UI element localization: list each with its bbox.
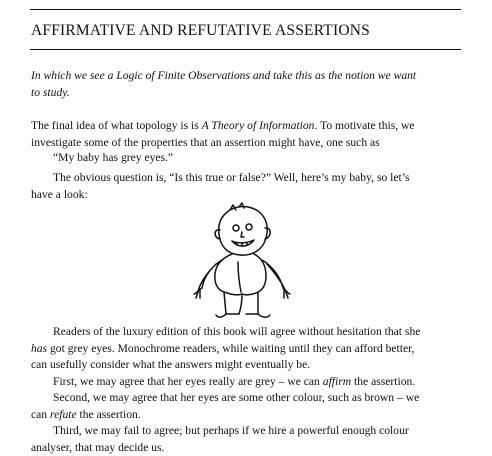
baby-leg-left xyxy=(224,292,242,314)
baby-mouth xyxy=(232,240,254,246)
intro-line-1: In which we see a Logic of Finite Observations and take this as the notion we want xyxy=(31,68,461,85)
p5-text-a: can xyxy=(31,408,50,421)
baby-drawing-icon xyxy=(186,202,296,320)
p4-text-a: First, we may agree that her eyes really are grey – we can xyxy=(53,375,323,388)
p4-emphasis: affirm xyxy=(323,375,351,388)
p1-line-2: investigate some of the properties that an assertion might have, one such as xyxy=(31,135,461,152)
p1-emphasis: A Theory of Information xyxy=(202,119,315,132)
baby-nose xyxy=(241,232,244,237)
bottom-rule xyxy=(30,49,461,50)
assertion-quote: “My baby has grey eyes.” xyxy=(53,150,483,167)
chapter-title: AFFIRMATIVE AND REFUTATIVE ASSERTIONS xyxy=(31,22,370,40)
paragraph-topology xyxy=(31,118,461,151)
p3-text: got grey eyes. Monochrome readers, while waiting until they can afford better, xyxy=(47,342,414,355)
baby-torso-line xyxy=(238,262,241,292)
top-rule xyxy=(30,9,461,10)
baby-hand-right xyxy=(283,288,290,298)
p2-line-1: The obvious question is, “Is this true or false?” Well, here’s my baby, so let’s xyxy=(31,170,461,187)
p4-text-b: the assertion. xyxy=(351,375,415,388)
p3-line-1: Readers of the luxury edition of this book will agree without hesitation that she xyxy=(31,324,461,341)
baby-leg-right xyxy=(242,292,258,295)
p6-line-2: analyser, that may decide us. xyxy=(31,440,461,456)
p1-text-b: . To motivate this, we xyxy=(314,119,414,132)
p5-line-1: Second, we may agree that her eyes are some other colour, such as brown – we xyxy=(31,390,461,407)
baby-eye-left xyxy=(233,225,239,231)
p2-line-2: have a look: xyxy=(31,187,461,204)
p6-line-1: Third, we may fail to agree; but perhaps if we hire a powerful enough colour xyxy=(31,423,461,440)
baby-foot-left xyxy=(216,314,239,317)
baby-foot-right xyxy=(246,314,270,317)
p1-line-1 xyxy=(31,118,461,135)
p1-text-a: The final idea of what topology is is xyxy=(31,119,202,132)
p5-line-2 xyxy=(31,407,461,424)
intro-line-2: to study. xyxy=(31,85,461,102)
p4-line-1 xyxy=(31,374,461,391)
chapter-intro xyxy=(31,68,461,101)
baby-head xyxy=(219,207,268,256)
p3-emphasis: has xyxy=(31,342,47,355)
p5-emphasis: refute xyxy=(50,408,77,421)
paragraph-question xyxy=(31,170,461,203)
p5-text-b: the assertion. xyxy=(77,408,141,421)
paragraph-readers xyxy=(31,324,461,456)
p3-line-2 xyxy=(31,341,461,358)
baby-eye-right xyxy=(246,224,252,230)
p3-line-3: can usefully consider what the answers might eventually be. xyxy=(31,357,461,374)
